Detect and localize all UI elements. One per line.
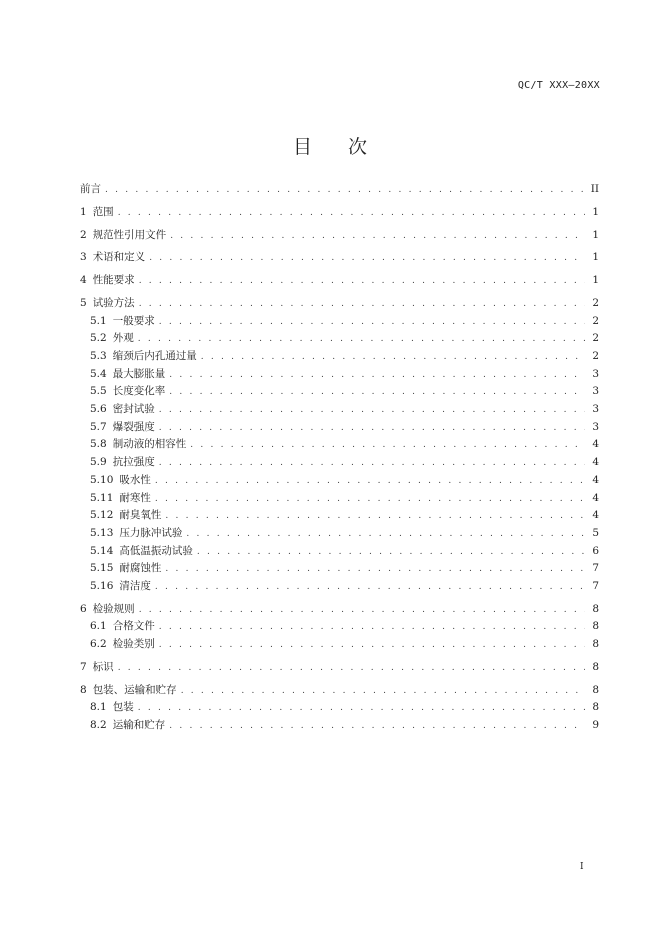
toc-entry-page: 2	[592, 296, 599, 309]
table-of-contents	[80, 181, 599, 734]
toc-leader-dots	[169, 718, 585, 734]
toc-entry[interactable]	[80, 682, 599, 699]
toc-entry-number: 5.8	[90, 438, 107, 451]
toc-entry-number: 5.14	[90, 544, 114, 557]
toc-entry[interactable]	[80, 383, 599, 400]
toc-entry-title: 包装	[112, 701, 134, 714]
toc-leader-dots	[155, 491, 585, 507]
toc-leader-dots	[138, 331, 585, 347]
toc-entry[interactable]	[80, 472, 599, 489]
toc-entry-page: 8	[592, 660, 599, 673]
toc-entry-page: 2	[592, 314, 599, 327]
toc-entry-number: 6.2	[90, 638, 107, 651]
toc-entry-page: 1	[592, 274, 599, 287]
toc-entry-title: 高低温振动试验	[119, 544, 193, 557]
toc-entry[interactable]	[80, 401, 599, 418]
toc-entry-page: 7	[592, 562, 599, 575]
toc-entry-page: 1	[592, 251, 599, 264]
toc-leader-dots	[138, 700, 585, 716]
toc-entry-page: 4	[592, 491, 599, 504]
toc-entry-label	[80, 507, 161, 523]
toc-entry-number: 5.2	[90, 332, 107, 345]
toc-entry-title: 合格文件	[112, 620, 155, 633]
toc-entry-title: 耐寒性	[119, 491, 151, 504]
toc-leader-dots	[186, 526, 585, 542]
toc-leader-dots	[105, 182, 585, 198]
toc-entry[interactable]	[80, 717, 599, 734]
toc-entry-page: 7	[592, 579, 599, 592]
toc-entry-title: 制动液的相容性	[112, 438, 187, 451]
toc-entry-label	[80, 330, 134, 346]
toc-entry-page: 8	[592, 620, 599, 633]
toc-entry-label	[80, 272, 135, 288]
toc-entry-page: 4	[592, 456, 599, 469]
toc-entry[interactable]	[80, 618, 599, 635]
toc-leader-dots	[159, 455, 585, 471]
toc-entry-title: 包装、运输和贮存	[92, 683, 177, 696]
toc-leader-dots	[139, 273, 585, 289]
toc-entry-page: 3	[592, 403, 599, 416]
toc-entry[interactable]	[80, 366, 599, 383]
toc-entry-title: 抗拉强度	[112, 456, 155, 469]
toc-entry-page: 4	[592, 473, 599, 486]
toc-entry-label	[80, 490, 151, 506]
toc-entry-number: 5.3	[90, 350, 107, 363]
toc-entry[interactable]	[80, 454, 599, 471]
toc-entry[interactable]	[80, 181, 599, 198]
toc-entry-title: 耐腐蚀性	[119, 562, 162, 575]
toc-entry-number: 5.7	[90, 420, 107, 433]
toc-entry-label	[80, 249, 145, 265]
toc-entry[interactable]	[80, 601, 599, 618]
toc-entry-title: 检验规则	[92, 602, 135, 615]
toc-entry-title: 爆裂强度	[112, 420, 155, 433]
toc-entry-number: 3	[80, 251, 87, 264]
toc-leader-dots	[149, 250, 585, 266]
toc-entry-label	[80, 454, 155, 470]
toc-leader-dots	[159, 619, 585, 635]
toc-entry-page: 8	[592, 638, 599, 651]
toc-entry-title: 密封试验	[112, 403, 155, 416]
page-title	[0, 132, 662, 159]
toc-entry-number: 5	[80, 296, 87, 309]
toc-entry[interactable]	[80, 578, 599, 595]
toc-entry-page: 3	[592, 420, 599, 433]
toc-leader-dots	[159, 637, 585, 653]
toc-entry[interactable]	[80, 490, 599, 507]
toc-entry-title: 规范性引用文件	[92, 228, 167, 241]
toc-entry-title: 外观	[112, 332, 134, 345]
toc-entry-number: 5.5	[90, 385, 107, 398]
toc-leader-dots	[197, 544, 585, 560]
title-char-2: 次	[348, 136, 370, 158]
toc-entry-title: 检验类别	[112, 638, 155, 651]
toc-entry-page: 1	[592, 228, 599, 241]
toc-entry-label	[80, 204, 114, 220]
toc-entry-label	[80, 472, 151, 488]
toc-entry-page: 1	[592, 205, 599, 218]
toc-entry[interactable]	[80, 348, 599, 365]
toc-entry-page: 3	[592, 367, 599, 380]
toc-entry-page: 3	[592, 385, 599, 398]
toc-entry[interactable]	[80, 699, 599, 716]
toc-entry-page: 8	[592, 701, 599, 714]
page-number: I	[580, 862, 584, 872]
toc-entry-label	[80, 313, 155, 329]
toc-entry-page: 4	[592, 438, 599, 451]
toc-entry-label	[80, 295, 135, 311]
toc-leader-dots	[169, 384, 585, 400]
toc-leader-dots	[170, 228, 585, 244]
toc-entry-label	[80, 525, 182, 541]
toc-leader-dots	[139, 296, 585, 312]
toc-entry[interactable]	[80, 295, 599, 312]
toc-entry-number: 5.10	[90, 473, 114, 486]
toc-entry-title: 吸水性	[119, 473, 151, 486]
toc-entry-number: 8.2	[90, 719, 107, 732]
toc-entry-page: 8	[592, 683, 599, 696]
toc-entry-title: 试验方法	[92, 296, 135, 309]
toc-entry-label	[80, 181, 101, 197]
toc-entry-number: 5.1	[90, 314, 107, 327]
toc-entry-label	[80, 717, 165, 733]
toc-entry-number: 5.6	[90, 403, 107, 416]
toc-entry-label	[80, 618, 155, 634]
toc-entry[interactable]	[80, 525, 599, 542]
toc-entry-number: 7	[80, 660, 87, 673]
toc-entry-number: 6	[80, 602, 87, 615]
toc-entry-label	[80, 419, 155, 435]
toc-entry-number: 5.9	[90, 456, 107, 469]
toc-leader-dots	[190, 437, 585, 453]
toc-entry[interactable]	[80, 560, 599, 577]
toc-entry-title: 运输和贮存	[112, 719, 166, 732]
toc-entry-label	[80, 436, 186, 452]
toc-entry-number: 5.13	[90, 526, 114, 539]
toc-entry-label	[80, 366, 165, 382]
toc-leader-dots	[165, 561, 585, 577]
toc-entry-page: 9	[592, 719, 599, 732]
toc-entry-label	[80, 401, 155, 417]
toc-entry-title: 压力脉冲试验	[119, 526, 183, 539]
title-char-1: 目	[292, 136, 314, 158]
toc-entry-title: 范围	[92, 205, 114, 218]
toc-entry-page: 6	[592, 544, 599, 557]
toc-entry-page: 8	[592, 602, 599, 615]
toc-entry-number: 8.1	[90, 701, 107, 714]
toc-entry[interactable]	[80, 507, 599, 524]
toc-entry-number: 5.15	[90, 562, 114, 575]
toc-entry[interactable]	[80, 636, 599, 653]
toc-entry-label	[80, 682, 177, 698]
toc-leader-dots	[159, 420, 585, 436]
toc-entry[interactable]	[80, 659, 599, 676]
toc-leader-dots	[155, 579, 585, 595]
toc-entry[interactable]	[80, 436, 599, 453]
toc-entry-number: 5.4	[90, 367, 107, 380]
toc-entry-label	[80, 578, 151, 594]
toc-entry-number: 8	[80, 683, 87, 696]
toc-entry[interactable]	[80, 330, 599, 347]
toc-entry-label	[80, 699, 134, 715]
toc-entry[interactable]	[80, 313, 599, 330]
toc-entry-page: 2	[592, 350, 599, 363]
toc-leader-dots	[118, 660, 585, 676]
toc-entry-number: 6.1	[90, 620, 107, 633]
toc-leader-dots	[155, 473, 585, 489]
toc-entry-number: 5.12	[90, 509, 114, 522]
toc-entry-page: 5	[592, 526, 599, 539]
toc-entry-title: 术语和定义	[92, 251, 146, 264]
toc-entry-title: 性能要求	[92, 274, 135, 287]
toc-leader-dots	[169, 367, 585, 383]
toc-leader-dots	[201, 349, 585, 365]
toc-entry[interactable]	[80, 419, 599, 436]
toc-entry-number: 5.11	[90, 491, 114, 504]
toc-entry-title: 最大膨胀量	[112, 367, 166, 380]
toc-entry-title: 前言	[80, 183, 101, 195]
toc-entry-label	[80, 659, 114, 675]
toc-entry-label	[80, 383, 165, 399]
toc-entry-label	[80, 636, 155, 652]
toc-entry-title: 标识	[92, 660, 114, 673]
toc-leader-dots	[159, 314, 585, 330]
toc-entry-number: 4	[80, 274, 87, 287]
toc-entry[interactable]	[80, 272, 599, 289]
toc-leader-dots	[118, 205, 585, 221]
toc-entry-label	[80, 601, 135, 617]
toc-entry-page: 2	[592, 332, 599, 345]
toc-entry-label	[80, 543, 193, 559]
standard-code: QC/T XXX—20XX	[517, 80, 600, 91]
toc-entry[interactable]	[80, 543, 599, 560]
toc-leader-dots	[159, 402, 585, 418]
toc-entry-number: 2	[80, 228, 87, 241]
toc-entry-page: II	[590, 183, 599, 195]
toc-entry-label	[80, 227, 166, 243]
toc-entry-title: 缩颈后内孔通过量	[112, 350, 197, 363]
toc-entry-title: 清洁度	[119, 579, 151, 592]
toc-entry-number: 5.16	[90, 579, 114, 592]
toc-entry-label	[80, 560, 161, 576]
toc-entry-label	[80, 348, 197, 364]
toc-leader-dots	[181, 683, 585, 699]
toc-entry-number: 1	[80, 205, 87, 218]
toc-entry-title: 耐臭氧性	[119, 509, 162, 522]
toc-leader-dots	[165, 508, 585, 524]
toc-leader-dots	[139, 602, 585, 618]
toc-entry-page: 4	[592, 509, 599, 522]
toc-entry[interactable]	[80, 249, 599, 266]
toc-entry[interactable]	[80, 204, 599, 221]
toc-entry-title: 一般要求	[112, 314, 155, 327]
toc-entry-title: 长度变化率	[112, 385, 166, 398]
toc-entry[interactable]	[80, 227, 599, 244]
